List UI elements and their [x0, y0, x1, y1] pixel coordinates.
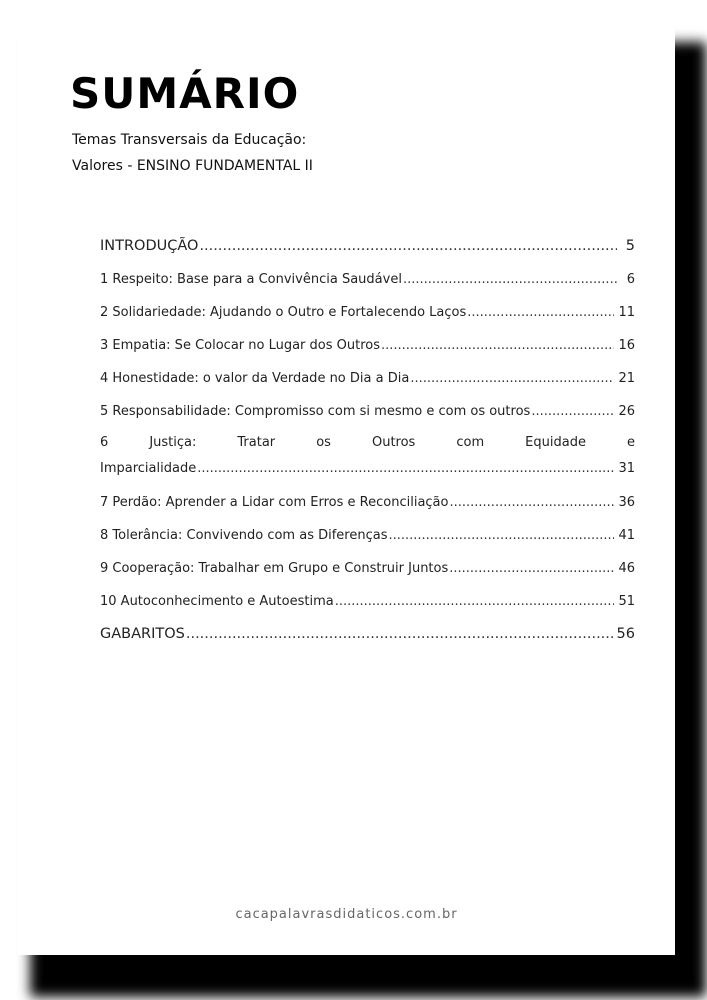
toc-leader-dots	[410, 362, 614, 395]
document-page	[18, 27, 675, 955]
toc-leader-dots	[449, 552, 614, 585]
toc-entry-page: 26	[618, 404, 635, 419]
toc-leader-dots	[388, 519, 614, 552]
toc-entry-7[interactable]	[100, 486, 635, 519]
toc-entry-page: 5	[625, 238, 635, 254]
toc-entry-4[interactable]	[100, 362, 635, 395]
toc-entry-label: 3 Empatia: Se Colocar no Lugar dos Outros	[100, 338, 380, 353]
toc-entry-8[interactable]	[100, 519, 635, 552]
subtitle-line-1: Temas Transversais da Educação:	[72, 132, 307, 148]
toc-entry-page: 41	[618, 528, 635, 543]
toc-entry-label: GABARITOS	[100, 626, 185, 642]
toc-leader-dots	[199, 230, 617, 263]
subtitle	[72, 127, 313, 179]
toc-entry-page: 51	[618, 594, 635, 609]
toc-entry-3[interactable]	[100, 329, 635, 362]
toc-entry-2[interactable]	[100, 296, 635, 329]
toc-entry-page: 6	[626, 272, 635, 287]
toc-leader-dots	[335, 585, 615, 618]
toc-entry-label: 10 Autoconhecimento e Autoestima	[100, 594, 334, 609]
footer-website: cacapalavrasdidaticos.com.br	[235, 907, 458, 922]
toc-entry-page: 46	[618, 561, 635, 576]
toc-entry-gabaritos[interactable]	[100, 618, 635, 651]
toc-entry-page: 36	[618, 495, 635, 510]
toc-entry-label: INTRODUÇÃO	[100, 238, 199, 254]
toc-leader-dots	[467, 296, 614, 329]
toc-entry-label: 6 Justiça: Tratar os Outros com Equidade e	[100, 435, 635, 450]
toc-entry-label: 2 Solidariedade: Ajudando o Outro e Fortalecendo Laços	[100, 305, 467, 320]
toc-leader-dots	[531, 395, 614, 428]
toc-leader-dots	[381, 329, 614, 362]
toc-entry-label: 9 Cooperação: Trabalhar em Grupo e Construir Juntos	[100, 561, 449, 576]
toc-entry-5[interactable]	[100, 395, 635, 428]
toc-entry-label: 8 Tolerância: Convivendo com as Diferenças	[100, 528, 388, 543]
toc-entry-page: 11	[618, 305, 635, 320]
toc-entry-label: 5 Responsabilidade: Compromisso com si mesmo e com os outros	[100, 404, 531, 419]
toc-leader-dots	[449, 486, 614, 519]
toc-leader-dots	[197, 456, 614, 482]
toc-entry-6[interactable]	[100, 428, 635, 486]
toc-leader-dots	[186, 618, 613, 651]
toc-entry-9[interactable]	[100, 552, 635, 585]
toc-entry-10[interactable]	[100, 585, 635, 618]
toc-entry-introducao[interactable]	[100, 230, 635, 263]
toc-entry-page: 21	[618, 371, 635, 386]
toc-entry-page: 31	[618, 461, 635, 476]
toc-entry-label: 1 Respeito: Base para a Convivência Saudável	[100, 272, 402, 287]
toc-entry-label: 4 Honestidade: o valor da Verdade no Dia a Dia	[100, 371, 410, 386]
toc-entry-label: 7 Perdão: Aprender a Lidar com Erros e Reconciliação	[100, 495, 449, 510]
toc-entry-line-2	[100, 456, 635, 482]
subtitle-line-2: Valores - ENSINO FUNDAMENTAL II	[72, 158, 313, 174]
page-title: SUMÁRIO	[70, 69, 300, 118]
toc-entry-page: 16	[618, 338, 635, 353]
toc-entry-label-continued: Imparcialidade	[100, 461, 197, 476]
toc-entry-1[interactable]	[100, 263, 635, 296]
table-of-contents	[100, 230, 635, 651]
toc-leader-dots	[403, 263, 617, 296]
toc-entry-page: 56	[616, 626, 635, 642]
